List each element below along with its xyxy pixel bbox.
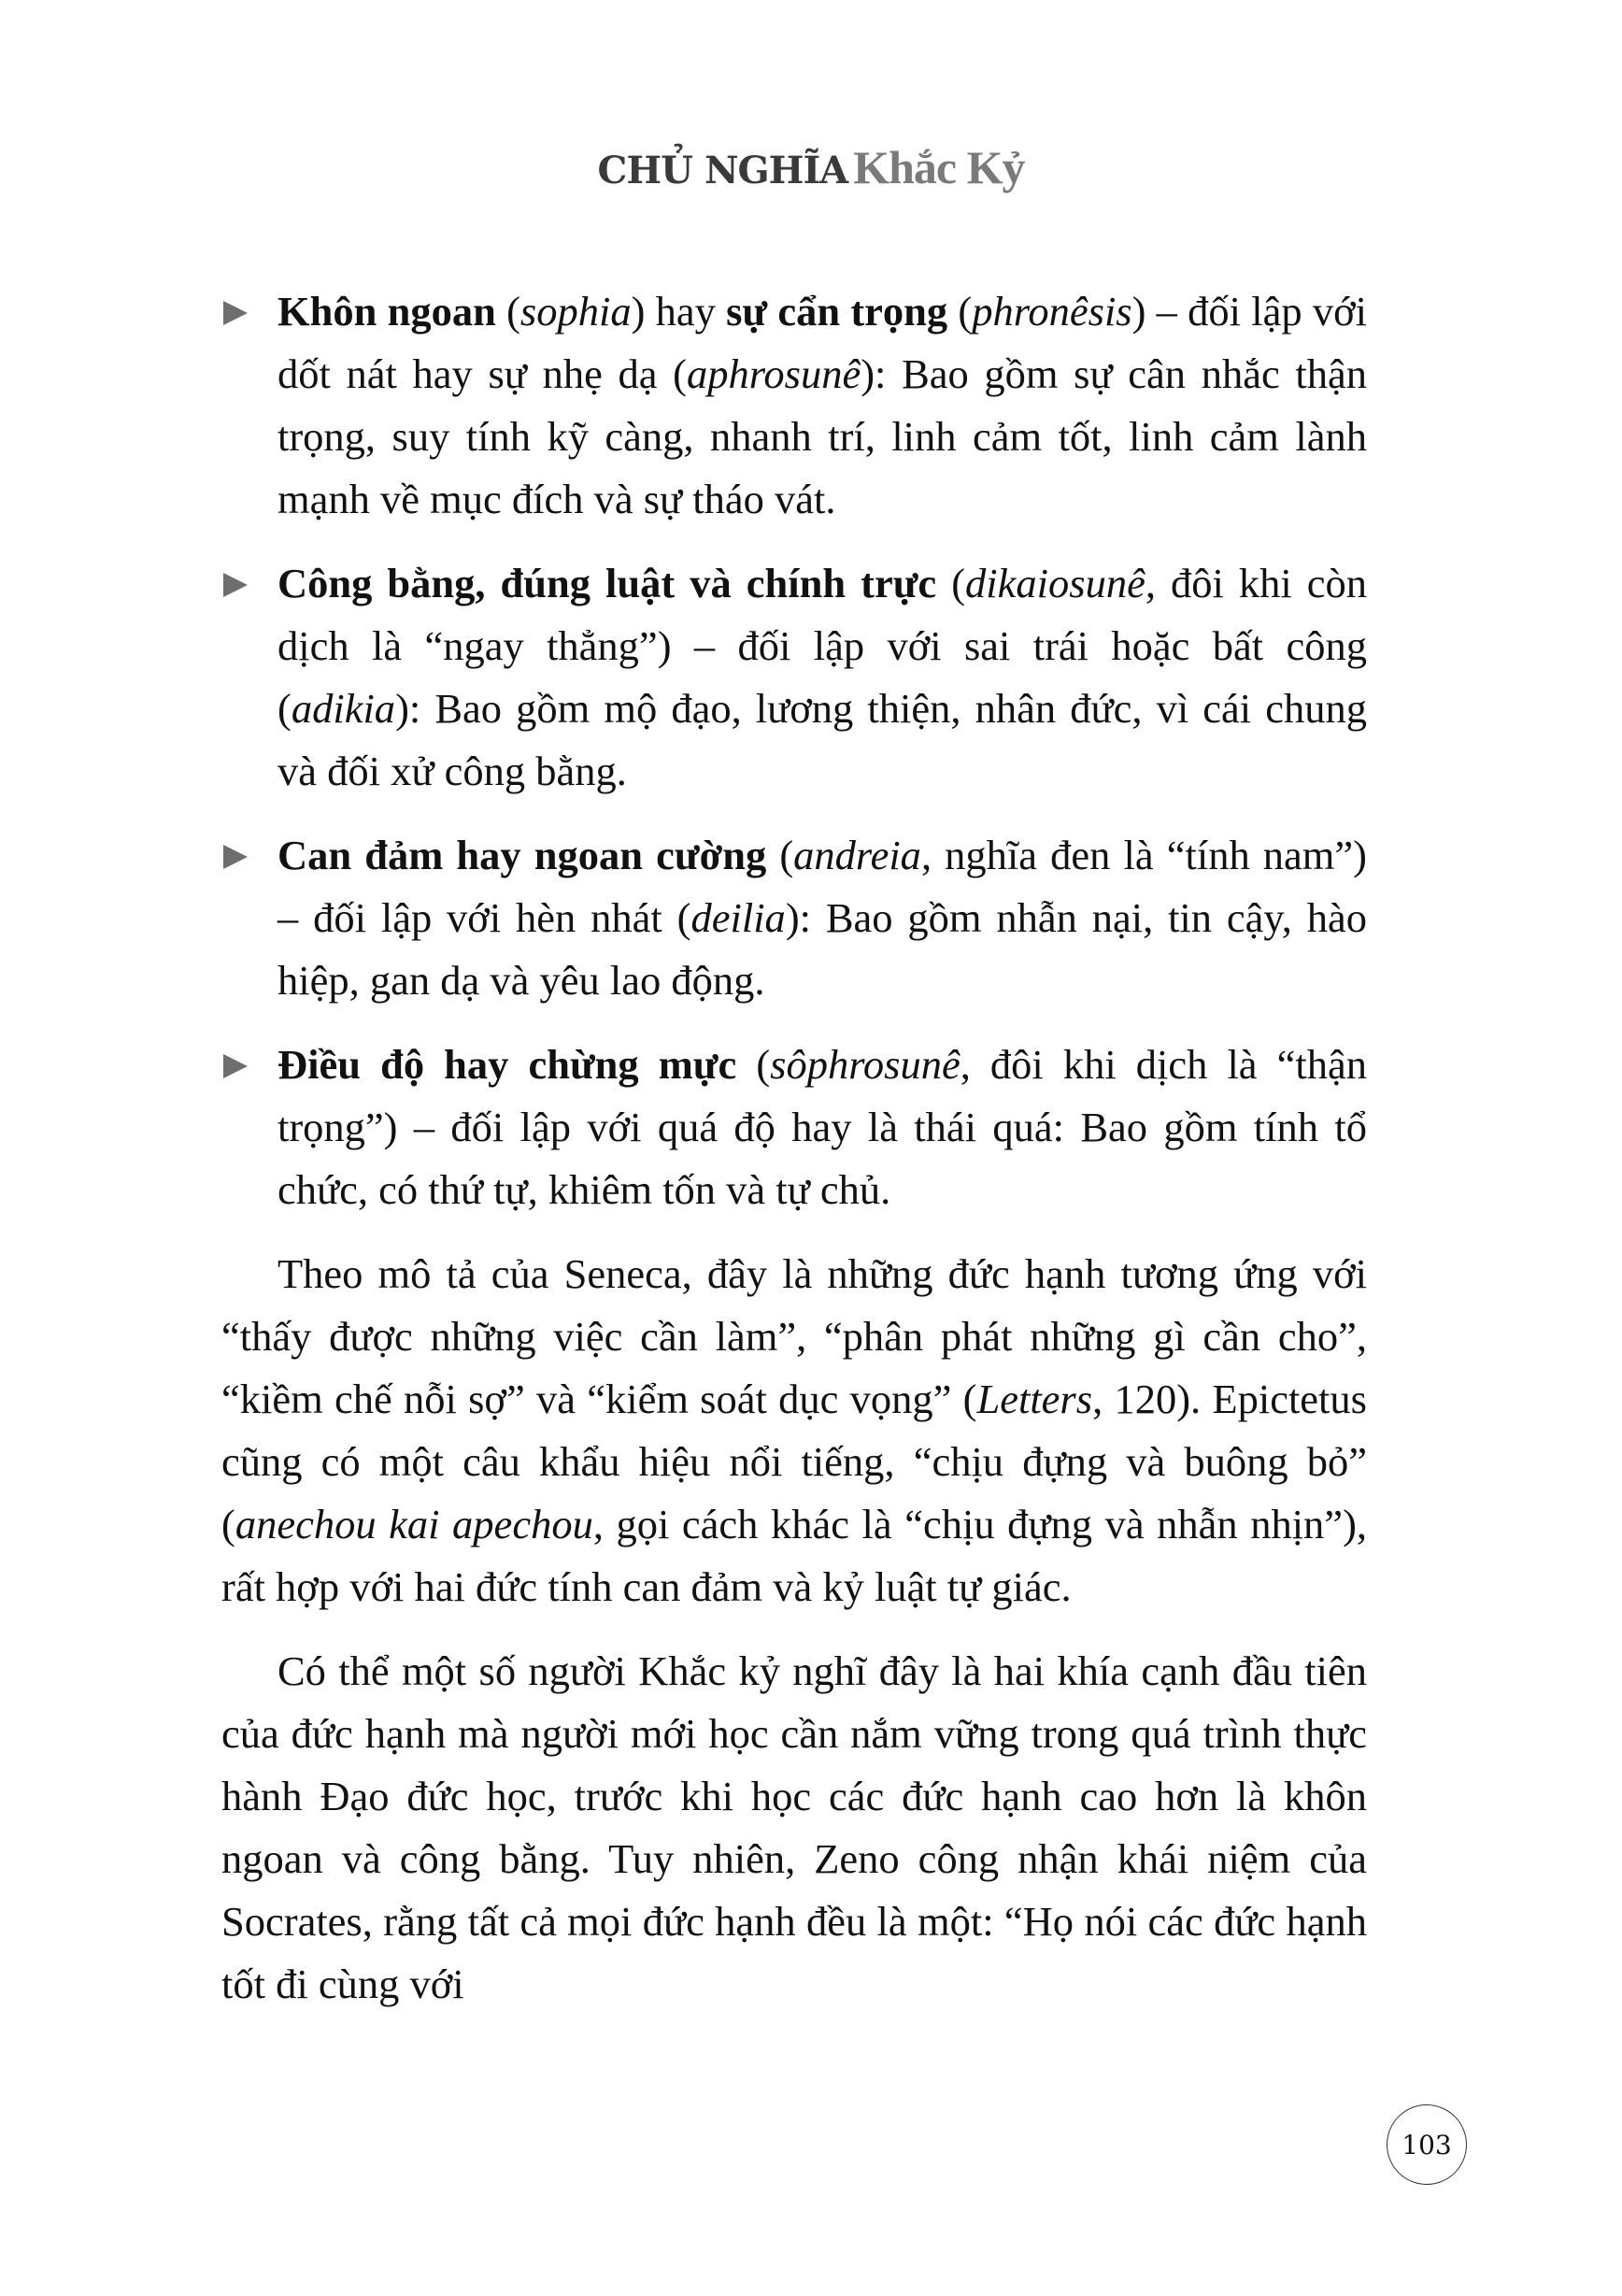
text: , nghĩa đen là “tính nam”) – đối lập với hèn nhát ( [277,832,1367,941]
page-number [1387,2104,1467,2185]
text: ( [936,560,966,606]
greek-term: phronêsis [972,288,1132,335]
term: Khôn ngoan [277,288,496,335]
paragraph-seneca [221,1243,1367,1619]
text: ) – đối lập với dốt nát hay sự nhẹ dạ ( [277,288,1367,397]
text: ): Bao gồm mộ đạo, lương thiện, nhân đức, vì cái chung và đối xử công bằng. [277,685,1367,794]
paragraph-zeno [221,1640,1367,2016]
virtue-bullet-wisdom [221,280,1367,531]
greek-term: sôphrosunê [770,1041,960,1088]
triangle-bullet-icon [223,845,248,869]
text: Theo mô tả của Seneca, đây là những đức hạnh tương ứng với “thấy được những việc cần làm”, “phân phát những gì cần cho”, “kiềm chế nỗi sợ” và “kiểm soát dục vọng” ( [221,1250,1367,1422]
triangle-bullet-icon [223,1054,248,1078]
term: Điều độ hay chừng mực [277,1041,737,1088]
running-header [0,140,1622,194]
triangle-bullet-icon [223,301,248,325]
greek-term: anechou kai apechou [235,1501,593,1547]
text: ) hay [631,288,727,335]
page-body [221,280,1367,2037]
virtue-bullet-justice [221,552,1367,803]
text: Có thể một số người Khắc kỷ nghĩ đây là hai khía cạnh đầu tiên của đức hạnh mà người mới học cần nắm vững trong quá trình thực hành Đạo đức học, trước khi học các đức hạnh cao hơn là khôn ngoan và công bằng. Tuy nhiên, Zeno công nhận khái niệm của Socrates, rằng tất cả mọi đức hạnh đều là một: “Họ nói các đức hạnh tốt đi cùng với [221,1647,1367,2007]
greek-term: andreia [793,832,921,878]
term: sự cẩn trọng [726,288,948,335]
greek-term: adikia [291,685,396,732]
text: , đôi khi dịch là “thận trọng”) – đối lập với quá độ hay là thái quá: Bao gồm tính tổ chức, có thứ tự, khiêm tốn và tự chủ. [277,1041,1367,1213]
greek-term: sophia [519,288,632,335]
term: Can đảm hay ngoan cường [277,832,767,878]
text: , 120). Epictetus cũng có một câu khẩu hiệu nổi tiếng, “chịu đựng và buông bỏ” ( [221,1376,1367,1547]
greek-term: dikaiosunê [965,560,1145,606]
virtue-bullet-temperance [221,1034,1367,1221]
text: , đôi khi còn dịch là “ngay thẳng”) – đối lập với sai trái hoặc bất công ( [277,560,1367,732]
term: Công bằng, đúng luật và chính trực [277,560,937,606]
page-number-label: 103 [1401,2129,1452,2161]
text: ( [947,288,973,335]
text: ): Bao gồm sự cân nhắc thận trọng, suy tính kỹ càng, nhanh trí, linh cảm tốt, linh cảm lành mạnh về mục đích và sự tháo vát. [277,350,1367,522]
virtue-bullet-courage [221,824,1367,1012]
header-title-part2: Khắc Kỷ [853,141,1025,193]
greek-term: deilia [690,894,786,941]
text: , gọi cách khác là “chịu đựng và nhẫn nhịn”), rất hợp với hai đức tính can đảm và kỷ luật tự giác. [221,1501,1368,1610]
text: ( [736,1041,771,1088]
text: ): Bao gồm nhẫn nại, tin cậy, hào hiệp, gan dạ và yêu lao động. [277,894,1368,1004]
greek-term: aphrosunê [686,350,861,397]
header-title-part1: CHỦ NGHĨA [597,149,848,193]
text: ( [766,832,794,878]
triangle-bullet-icon [223,573,248,597]
cited-work: Letters [976,1376,1093,1422]
text: ( [495,288,520,335]
